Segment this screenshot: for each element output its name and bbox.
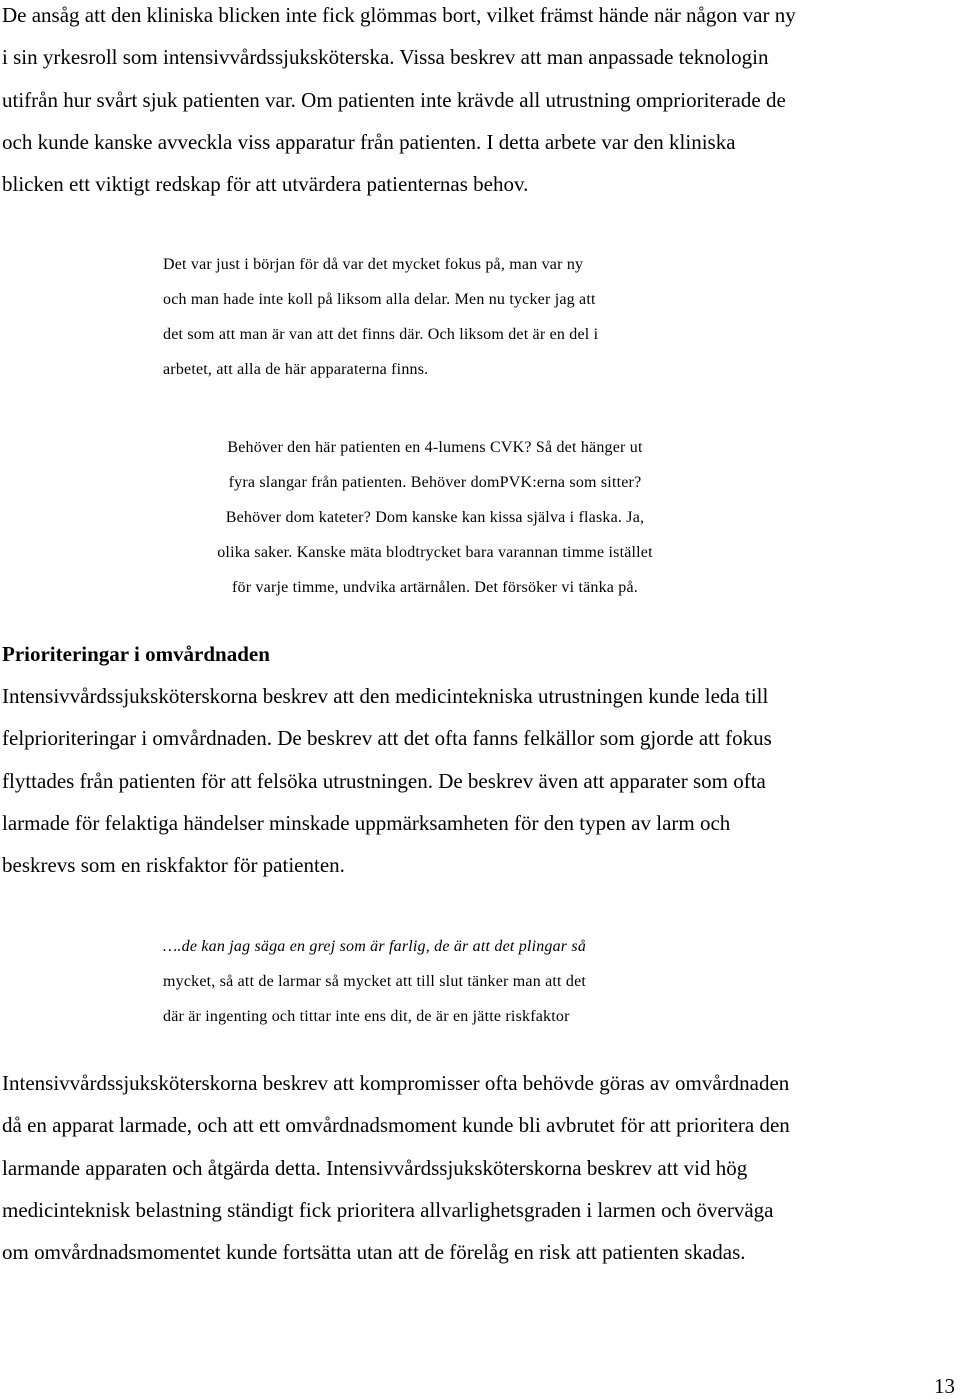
text-line: larmande apparaten och åtgärda detta. Intensivvårdssjuksköterskorna beskrev att vid hög <box>2 1155 748 1180</box>
text-line: Intensivvårdssjuksköterskorna beskrev att kompromisser ofta behövde göras av omvårdnaden <box>2 1071 790 1095</box>
quote-line: där är ingenting och tittar inte ens dit, de är en jätte riskfaktor <box>163 1008 570 1025</box>
text-line: i sin yrkesroll som intensivvårdssjuksköterska. Vissa beskrev att man anpassade teknologin <box>2 45 769 70</box>
text-line: om omvårdnadsmomentet kunde fortsätta utan att de förelåg en risk att patienten skadas. <box>2 1240 746 1265</box>
quote-block-cvk <box>150 430 720 605</box>
paragraph-compromises <box>2 1062 952 1273</box>
quote-block-alarms <box>163 929 586 1034</box>
text-line: felprioriteringar i omvårdnaden. De beskrev att det ofta fanns felkällor som gjorde att fokus <box>2 726 772 751</box>
text-line: och kunde kanske avveckla viss apparatur från patienten. I detta arbete var den kliniska <box>2 129 736 154</box>
text-line: medicinteknisk belastning ständigt fick prioritera allvarlighetsgraden i larmen och överväga <box>2 1197 774 1222</box>
quote-line: Behöver dom kateter? Dom kanske kan kissa själva i flaska. Ja, <box>225 509 645 526</box>
quote-line: för varje timme, undvika artärnålen. Det försöker vi tänka på. <box>231 579 639 596</box>
text-line: beskrevs som en riskfaktor för patienten. <box>2 853 345 878</box>
text-line: utifrån hur svårt sjuk patienten var. Om patienten inte krävde all utrustning omprioriterade de <box>2 87 786 112</box>
section-heading: Prioriteringar i omvårdnaden <box>2 642 270 666</box>
text-line: Intensivvårdssjuksköterskorna beskrev att den medicintekniska utrustningen kunde leda till <box>2 684 769 708</box>
quote-line: fyra slangar från patienten. Behöver domPVK:erna som sitter? <box>228 474 642 491</box>
page-number: 13 <box>934 1374 955 1398</box>
quote-line: Behöver den här patienten en 4-lumens CVK? Så det hänger ut <box>227 439 643 456</box>
paragraph-clinical-gaze <box>2 0 952 205</box>
quote-line: Det var just i början för då var det mycket fokus på, man var ny <box>163 256 584 273</box>
text-line: då en apparat larmade, och att ett omvårdnadsmoment kunde bli avbrutet för att prioritera den <box>2 1113 790 1138</box>
text-line: blicken ett viktigt redskap för att utvärdera patienternas behov. <box>2 172 529 197</box>
quote-line: mycket, så att de larmar så mycket att till slut tänker man att det <box>163 973 587 990</box>
quote-block-beginning <box>163 247 598 387</box>
quote-line: olika saker. Kanske mäta blodtrycket bara varannan timme istället <box>217 544 653 561</box>
paragraph-misprioritization <box>2 675 952 886</box>
text-line: flyttades från patienten för att felsöka utrustningen. De beskrev även att apparater som ofta <box>2 768 766 793</box>
text-line: larmade för felaktiga händelser minskade uppmärksamheten för den typen av larm och <box>2 810 731 835</box>
quote-line: och man hade inte koll på liksom alla delar. Men nu tycker jag att <box>163 291 596 308</box>
quote-line: ….de kan jag säga en grej som är farlig, de är att det plingar så <box>163 938 587 955</box>
quote-line: arbetet, att alla de här apparaterna finns. <box>163 361 429 378</box>
text-line: De ansåg att den kliniska blicken inte fick glömmas bort, vilket främst hände när någon var ny <box>2 3 796 27</box>
quote-line: det som att man är van att det finns där. Och liksom det är en del i <box>163 326 599 343</box>
